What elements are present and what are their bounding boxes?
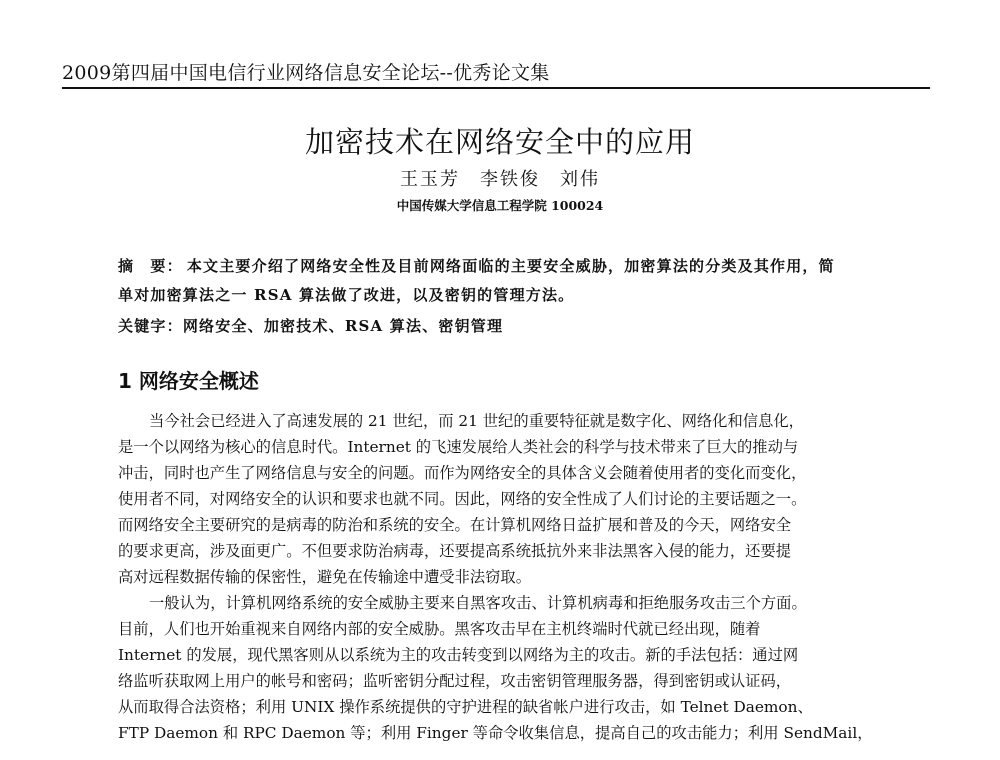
paragraph-line: Internet 的发展，现代黑客则从以系统为主的攻击转变到以网络为主的攻击。新的手法包括：通过网	[118, 646, 799, 664]
running-header: 2009第四届中国电信行业网络信息安全论坛--优秀论文集	[62, 62, 550, 84]
header-divider	[62, 87, 930, 89]
body-text	[118, 408, 938, 746]
paragraph-line: 当今社会已经进入了高速发展的 21 世纪，而 21 世纪的重要特征就是数字化、网络化和信息化，	[149, 412, 804, 430]
paragraph-line: 使用者不同，对网络安全的认识和要求也就不同。因此，网络的安全性成了人们讨论的主要话题之一。	[118, 490, 807, 508]
paragraph-line: 络监听获取网上用户的帐号和密码；监听密钥分配过程，攻击密钥管理服务器，得到密钥或认证码，	[118, 672, 792, 690]
keywords	[118, 315, 503, 336]
keywords-label: 关键字：	[118, 317, 183, 335]
paper-affiliation: 中国传媒大学信息工程学院 100024	[396, 198, 604, 213]
paragraph-line: 冲击，同时也产生了网络信息与安全的问题。而作为网络安全的具体含义会随着使用者的变化而变化，	[118, 464, 807, 482]
keywords-text: 网络安全、加密技术、RSA 算法、密钥管理	[182, 317, 504, 335]
paragraph-line: 的要求更高，涉及面更广。不但要求防治病毒，还要提高系统抵抗外来非法黑客入侵的能力，还要提	[118, 542, 792, 560]
abstract-line-1: 摘 要： 本文主要介绍了网络安全性及目前网络面临的主要安全威胁，加密算法的分类及其作用，简	[118, 257, 835, 275]
paper-authors: 王玉芳 李铁俊 刘伟	[400, 169, 600, 190]
abstract-line-2: 单对加密算法之一 RSA 算法做了改进，以及密钥的管理方法。	[118, 286, 575, 304]
paper-title: 加密技术在网络安全中的应用	[304, 125, 695, 159]
paragraph-line: FTP Daemon 和 RPC Daemon 等；利用 Finger 等命令收集信息，提高自己的攻击能力；利用 SendMail，	[118, 724, 873, 742]
abstract	[118, 252, 938, 310]
section-heading: 1 网络安全概述	[118, 369, 259, 393]
paragraph-line: 而网络安全主要研究的是病毒的防治和系统的安全。在计算机网络日益扩展和普及的今天，网络安全	[118, 516, 792, 534]
paragraph-line: 一般认为，计算机网络系统的安全威胁主要来自黑客攻击、计算机病毒和拒绝服务攻击三个方面。	[149, 594, 807, 612]
paragraph-line: 高对远程数据传输的保密性，避免在传输途中遭受非法窃取。	[118, 568, 532, 586]
paragraph-line: 从而取得合法资格；利用 UNIX 操作系统提供的守护进程的缺省帐户进行攻击，如 Telnet Daemon、	[118, 698, 813, 716]
paragraph-line: 目前，人们也开始重视来自网络内部的安全威胁。黑客攻击早在主机终端时代就已经出现，随着	[118, 620, 761, 638]
abstract-label: 摘 要：	[118, 257, 183, 275]
paragraph-line: 是一个以网络为核心的信息时代。Internet 的飞速发展给人类社会的科学与技术带来了巨大的推动与	[118, 438, 799, 456]
